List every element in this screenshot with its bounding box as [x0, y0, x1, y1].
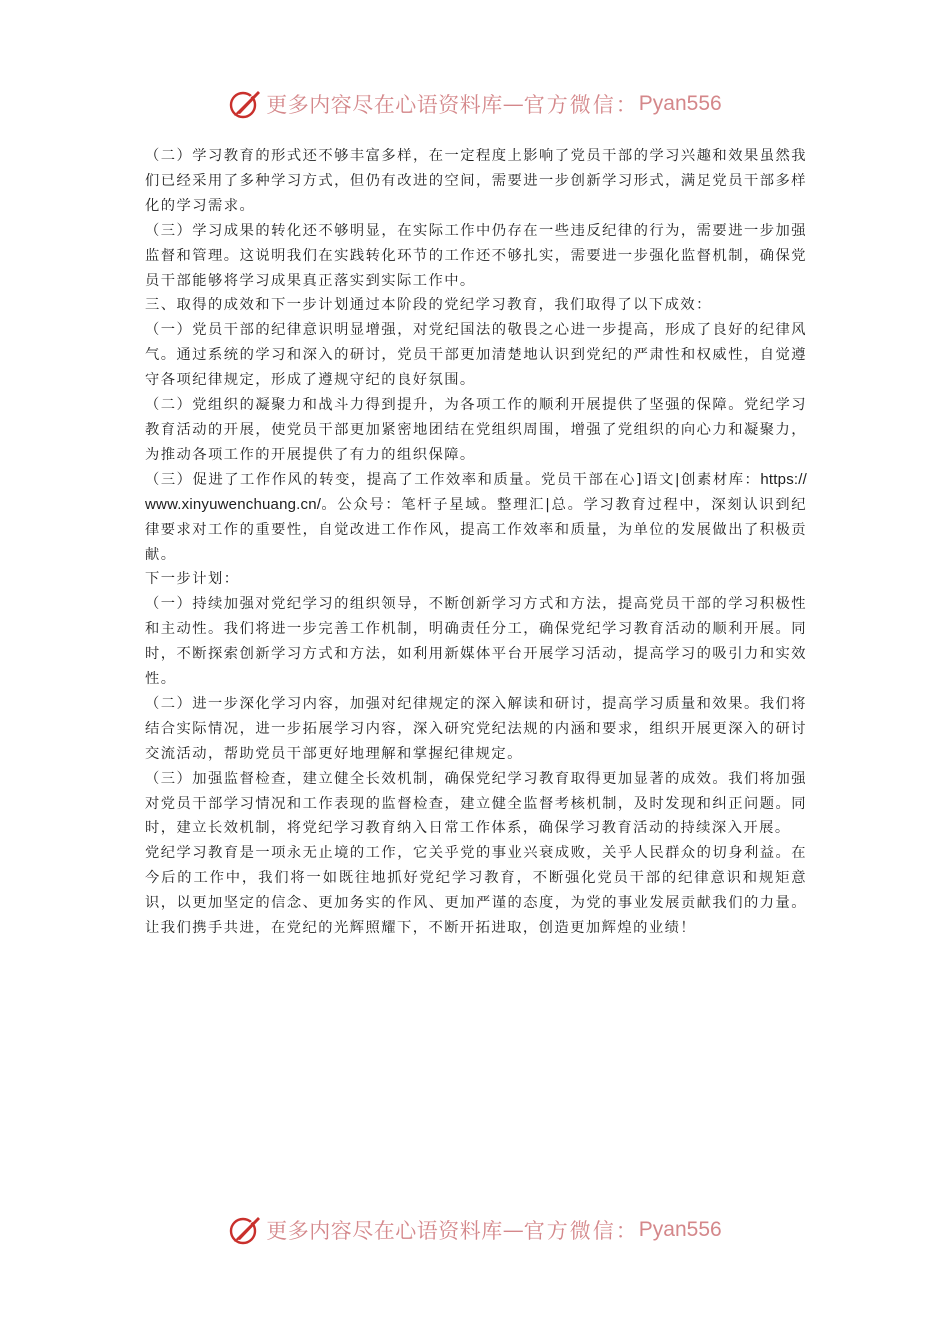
paragraph: （二）学习教育的形式还不够丰富多样，在一定程度上影响了党员干部的学习兴趣和效果虽然我们已经采用了多种学习方式，但仍有改进的空间，需要进一步创新学习形式，满足党员干部多样化的学习需求。 — [145, 148, 807, 214]
paragraph-text: （三）促进了工作作风的转变，提高了工作效率和质量。党员干部在心]语文|创素材库： — [145, 471, 761, 488]
paragraph: （二）进一步深化学习内容，加强对纪律规定的深入解读和研讨，提高学习质量和效果。我们将结合实际情况，进一步拓展学习内容，深入研究党纪法规的内涵和要求，组织开展更深入的研讨交流活动，帮助党员干部更好地理解和掌握纪律规定。 — [145, 695, 807, 762]
document-body — [145, 144, 807, 941]
banner-wechat-label: 官方微信： — [523, 1219, 639, 1243]
banner-title: 更多内容尽在心语资料库 — [266, 1219, 503, 1243]
paragraph: （二）党组织的凝聚力和战斗力得到提升，为各项工作的顺利开展提供了坚强的保障。党纪学习教育活动的开展，使党员干部更加紧密地团结在党组织周围，增强了党组织的向心力和凝聚力，为推动各项工作的开展提供了有力的组织保障。 — [145, 397, 807, 463]
banner-wechat-id: Pyan556 — [638, 1218, 722, 1241]
paragraph: 党纪学习教育是一项永无止境的工作，它关乎党的事业兴衰成败，关乎人民群众的切身利益。在今后的工作中，我们将一如既往地抓好党纪学习教育，不断强化党员干部的纪律意识和规矩意识，以更加坚定的信念、更加务实的作风、更加严谨的态度，为党的事业发展贡献我们的力量。让我们携手共进，在党纪的光辉照耀下，不断开拓进取，创造更加辉煌的业绩！ — [145, 845, 807, 937]
section-heading: 下一步计划： — [145, 571, 240, 588]
footer-banner — [0, 1208, 950, 1252]
paragraph: （三）学习成果的转化还不够明显，在实际工作中仍存在一些违反纪律的行为，需要进一步加强监督和管理。这说明我们在实践转化环节的工作还不够扎实，需要进一步强化监督机制，确保党员干部能够将学习成果真正落实到实际工作中。 — [145, 222, 807, 289]
section-heading: 三、取得的成效和下一步计划通过本阶段的党纪学习教育，我们取得了以下成效： — [145, 297, 712, 314]
banner-wechat-id: Pyan556 — [638, 92, 722, 115]
quill-pen-logo-icon — [228, 1213, 262, 1247]
paragraph: （三）加强监督检查，建立健全长效机制，确保党纪学习教育取得更加显著的成效。我们将加强对党员干部学习情况和工作表现的监督检查，建立健全监督考核机制，及时发现和纠正问题。同时，建立长效机制，将党纪学习教育纳入日常工作体系，确保学习教育活动的持续深入开展。 — [145, 770, 807, 837]
banner-title: 更多内容尽在心语资料库 — [266, 93, 503, 117]
source-url: https://www.xinyuwenchuang.cn/ — [145, 470, 807, 513]
header-banner — [0, 82, 950, 126]
paragraph: （一）党员干部的纪律意识明显增强，对党纪国法的敬畏之心进一步提高，形成了良好的纪律风气。通过系统的学习和深入的研讨，党员干部更加清楚地认识到党纪的严肃性和权威性，自觉遵守各项纪律规定，形成了遵规守纪的良好氛围。 — [145, 322, 807, 389]
banner-wechat-label: 官方微信： — [523, 93, 639, 117]
quill-pen-logo-icon — [228, 87, 262, 121]
banner-separator: — — [502, 92, 524, 116]
paragraph-text: 。公众号：笔杆子星域。整理汇|总。学习教育过程中，深刻认识到纪律要求对工作的重要性，自觉改进工作作风，提高工作效率和质量，为单位的发展做出了积极贡献。 — [145, 496, 807, 563]
paragraph: （一）持续加强对党纪学习的组织领导，不断创新学习方式和方法，提高党员干部的学习积极性和主动性。我们将进一步完善工作机制，明确责任分工，确保党纪学习教育活动的顺利开展。同时，不断探索创新学习方式和方法，如利用新媒体平台开展学习活动，提高学习的吸引力和实效性。 — [145, 596, 807, 688]
banner-separator: — — [502, 1218, 524, 1242]
paragraph-with-url — [145, 468, 807, 568]
